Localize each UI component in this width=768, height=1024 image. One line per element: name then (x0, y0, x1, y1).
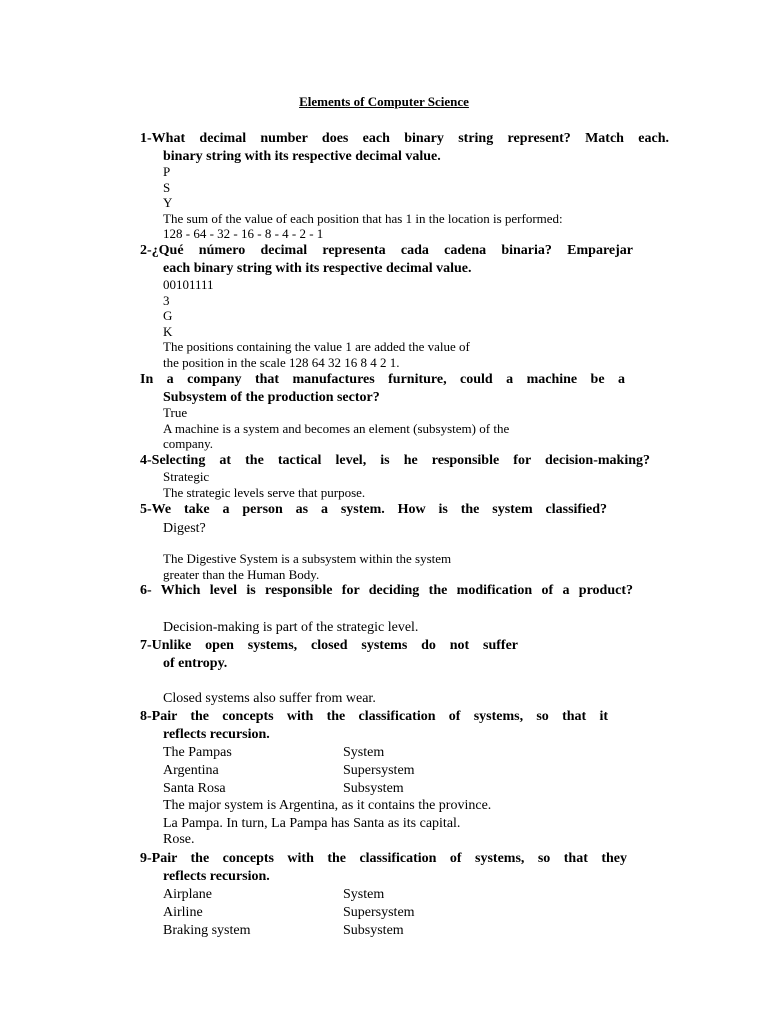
question-8 (140, 708, 608, 744)
answer-8-explanation (163, 797, 491, 849)
answer-line: greater than the Human Body. (163, 566, 320, 582)
answer-5-main: Digest? (163, 521, 206, 536)
answer-line: 128 - 64 - 32 - 16 - 8 - 4 - 2 - 1 (163, 226, 324, 241)
question-9 (140, 850, 627, 886)
document-title: Elements of Computer Science (299, 94, 469, 109)
question-7-line-1: 7-Unlike open systems, closed systems do not suffer (140, 638, 518, 653)
question-4-line-1: 4-Selecting at the tactical level, is he responsible for decision-making? (140, 453, 650, 468)
answer-line: Y (163, 195, 173, 210)
question-1 (140, 130, 669, 166)
pair-classification: Subsystem (343, 781, 404, 796)
pair-classification: Subsystem (343, 923, 404, 938)
answer-line: Strategic (163, 469, 210, 484)
pair-concept: Santa Rosa (163, 781, 226, 796)
question-5-line-1: 5-We take a person as a system. How is the system classified? (140, 502, 607, 517)
pair-concept: Argentina (163, 763, 219, 778)
answer-line: Rose. (163, 832, 195, 847)
answer-5 (163, 551, 451, 582)
pair-classification: Supersystem (343, 763, 415, 778)
answer-line: The major system is Argentina, as it contains the province. (163, 798, 492, 813)
answer-line: The sum of the value of each position that has 1 in the location is performed: (163, 210, 563, 226)
pair-concept: Airline (163, 905, 203, 920)
question-2-line-1: 2-¿Qué número decimal representa cada cadena binaria? Emparejar (140, 243, 633, 258)
answer-4 (163, 469, 365, 500)
question-2 (140, 242, 633, 278)
question-5 (140, 501, 607, 519)
answer-line: The Digestive System is a subsystem within the system (163, 551, 452, 566)
answer-2 (163, 277, 470, 370)
answer-1 (163, 164, 563, 242)
question-9-line-1: 9-Pair the concepts with the classification of systems, so that they (140, 851, 627, 866)
answer-line: K (163, 323, 173, 339)
question-9-line-2: reflects recursion. (163, 869, 270, 884)
question-2-line-2: each binary string with its respective decimal value. (163, 261, 472, 276)
answer-line: The strategic levels serve that purpose. (163, 484, 366, 500)
answer-6-main: Decision-making is part of the strategic level. (163, 620, 419, 635)
question-3 (140, 371, 625, 407)
question-3-line-1: In a company that manufactures furniture, could a machine be a (140, 372, 625, 387)
pair-classification: System (343, 887, 385, 902)
pair-classification: Supersystem (343, 905, 415, 920)
answer-line: 00101111 (163, 277, 214, 292)
question-8-line-2: reflects recursion. (163, 727, 270, 742)
answer-line: company. (163, 436, 214, 451)
answer-line: the position in the scale 128 64 32 16 8 4 2 1. (163, 354, 400, 370)
answer-line: P (163, 164, 171, 179)
pair-concept: The Pampas (163, 745, 232, 760)
question-6-line-1: 6- Which level is responsible for deciding the modification of a product? (140, 583, 633, 598)
answer-line: The positions containing the value 1 are added the value of (163, 339, 470, 354)
question-6 (140, 582, 633, 600)
pair-concept: Braking system (163, 923, 251, 938)
answer-3 (163, 405, 509, 452)
question-8-line-1: 8-Pair the concepts with the classification of systems, so that it (140, 709, 608, 724)
answer-line: S (163, 179, 171, 195)
question-7-line-2: of entropy. (163, 656, 228, 671)
answer-line: G (163, 308, 173, 323)
question-1-line-2: binary string with its respective decimal value. (163, 149, 441, 164)
answer-line: 3 (163, 292, 170, 308)
question-1-line-1: 1-What decimal number does each binary string represent? Match each. (140, 131, 669, 146)
question-3-line-2: Subsystem of the production sector? (163, 390, 380, 405)
question-4 (140, 452, 650, 470)
answer-line: True (163, 405, 188, 420)
pair-concept: Airplane (163, 887, 212, 902)
answer-7-main: Closed systems also suffer from wear. (163, 691, 376, 706)
question-7 (140, 637, 518, 673)
answer-line: A machine is a system and becomes an element (subsystem) of the (163, 420, 510, 436)
answer-line: La Pampa. In turn, La Pampa has Santa as its capital. (163, 816, 461, 831)
pair-classification: System (343, 745, 385, 760)
